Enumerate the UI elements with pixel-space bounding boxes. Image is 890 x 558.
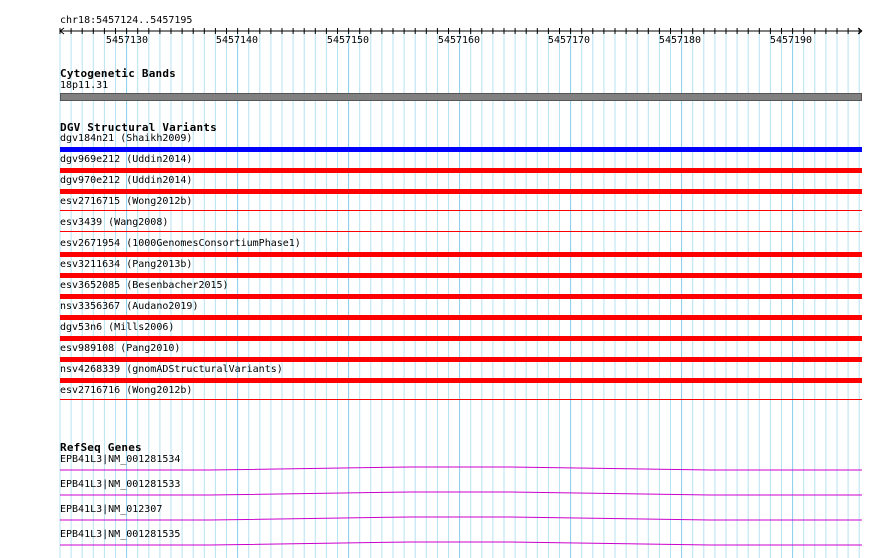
ruler-tick-label: 5457190: [769, 35, 813, 46]
refseq-transcript-label[interactable]: EPB41L3|NM_001281534: [60, 454, 181, 465]
dgv-variant-label[interactable]: esv2716716 (Wong2012b): [60, 385, 193, 396]
dgv-variant-feature[interactable]: [60, 231, 862, 232]
dgv-variant-label[interactable]: dgv970e212 (Uddin2014): [60, 175, 193, 186]
intron-line: [60, 467, 862, 470]
ruler-tick-label: 5457140: [215, 35, 259, 46]
intron-line: [60, 542, 862, 545]
dgv-variant-feature[interactable]: [60, 378, 862, 383]
dgv-variant-label[interactable]: nsv4268339 (gnomADStructuralVariants): [60, 364, 283, 375]
cytoband-track-title: Cytogenetic Bands: [60, 67, 176, 80]
dgv-track-title: DGV Structural Variants: [60, 121, 217, 134]
dgv-variant-label[interactable]: esv3439 (Wang2008): [60, 217, 169, 228]
refseq-transcript-feature[interactable]: [60, 514, 862, 522]
dgv-variant-feature[interactable]: [60, 336, 862, 341]
dgv-variant-label[interactable]: esv989108 (Pang2010): [60, 343, 181, 354]
ruler-tick-label: 5457180: [658, 35, 702, 46]
cytoband-label: 18p11.31: [60, 80, 109, 91]
intron-line: [60, 517, 862, 520]
refseq-transcript-label[interactable]: EPB41L3|NM_001281533: [60, 479, 181, 490]
dgv-variant-label[interactable]: dgv969e212 (Uddin2014): [60, 154, 193, 165]
dgv-variant-label[interactable]: dgv53n6 (Mills2006): [60, 322, 175, 333]
dgv-variant-label[interactable]: esv2671954 (1000GenomesConsortiumPhase1): [60, 238, 301, 249]
dgv-variant-label[interactable]: esv3652085 (Besenbacher2015): [60, 280, 229, 291]
dgv-variant-feature[interactable]: [60, 147, 862, 152]
dgv-variant-feature[interactable]: [60, 315, 862, 320]
dgv-variant-feature[interactable]: [60, 189, 862, 194]
refseq-track-title: RefSeq Genes: [60, 441, 142, 454]
dgv-variant-label[interactable]: esv3211634 (Pang2013b): [60, 259, 193, 270]
dgv-variant-label[interactable]: dgv184n21 (Shaikh2009): [60, 133, 193, 144]
refseq-transcript-feature[interactable]: [60, 539, 862, 547]
refseq-transcript-feature[interactable]: [60, 464, 862, 472]
ruler-tick-label: 5457130: [105, 35, 149, 46]
cytoband-bar[interactable]: [60, 93, 862, 101]
ruler-tick-label: 5457170: [547, 35, 591, 46]
dgv-variant-label[interactable]: esv2716715 (Wong2012b): [60, 196, 193, 207]
dgv-variant-feature[interactable]: [60, 210, 862, 211]
dgv-variant-feature[interactable]: [60, 273, 862, 278]
intron-line: [60, 492, 862, 495]
ruler-tick-label: 5457150: [326, 35, 370, 46]
dgv-variant-feature[interactable]: [60, 168, 862, 173]
refseq-transcript-feature[interactable]: [60, 489, 862, 497]
ruler-region-label: chr18:5457124..5457195: [60, 15, 193, 26]
ruler-tick-label: 5457160: [437, 35, 481, 46]
dgv-variant-label[interactable]: nsv3356367 (Audano2019): [60, 301, 199, 312]
dgv-variant-feature[interactable]: [60, 294, 862, 299]
refseq-transcript-label[interactable]: EPB41L3|NM_001281535: [60, 529, 181, 540]
dgv-variant-feature[interactable]: [60, 357, 862, 362]
dgv-variant-feature[interactable]: [60, 399, 862, 400]
dgv-variant-feature[interactable]: [60, 252, 862, 257]
refseq-transcript-label[interactable]: EPB41L3|NM_012307: [60, 504, 163, 515]
